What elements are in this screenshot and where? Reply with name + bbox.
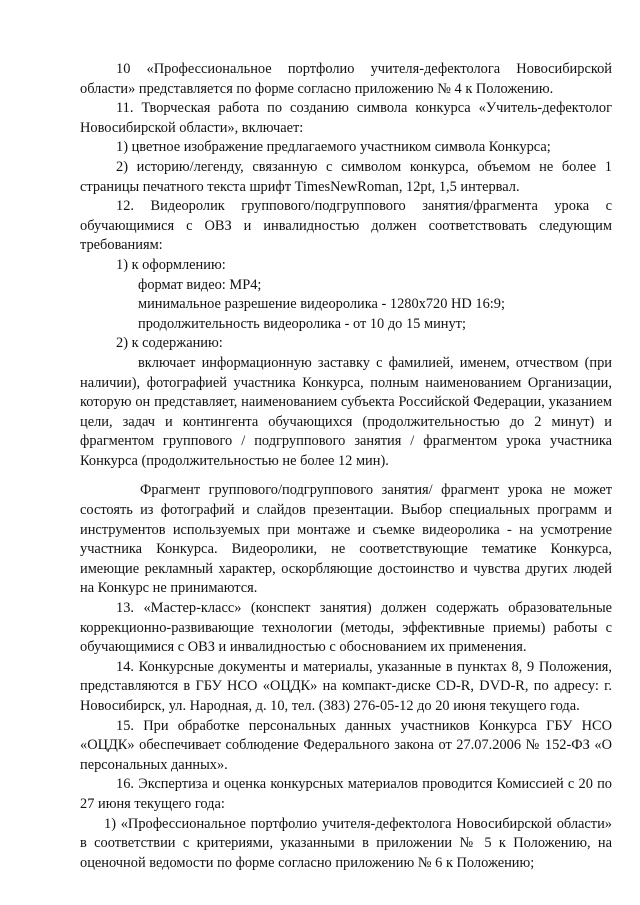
paragraph-12-fragment: Фрагмент группового/подгруппового занятия/ фрагмент урока не может состоять из фотографий и слайдов презентации. Выбор специальных программ и инструментов используемых при монтаже и съемке видеоролика - на усмотрение участника Конкурса. Видеоролики, не соответствующие тематике Конкурса, имеющие рекламный характер, оскорбляющие достоинство и чувства других людей на Конкурс не принимаются. [80,482,612,597]
paragraph-10: 10 «Профессиональное портфолио учителя-дефектолога Новосибирской области» представляется по форме согласно приложению № 4 к Положению. [80,61,612,97]
paragraph-11-item-1: 1) цветное изображение предлагаемого участником символа Конкурса; [116,139,551,156]
paragraph-12-item-1c: продолжительность видеоролика - от 10 до 15 минут; [138,315,466,332]
paragraph-11-item-2: 2) историю/легенду, связанную с символом конкурса, объемом не более 1 страницы печатного текста шрифт TimesNewRoman, 12pt, 1,5 интервал. [80,158,612,195]
paragraph-16: 16. Экспертиза и оценка конкурсных материалов проводится Комиссией с 20 по 27 июня текущего года: [80,776,612,812]
paragraph-12-item-1a: формат видео: MP4; [138,276,262,293]
paragraph-14: 14. Конкурсные документы и материалы, указанные в пунктах 8, 9 Положения, представляются в ГБУ НСО «ОЦДК» на компакт-диске CD-R, DVD-R, по адресу: г. Новосибирск, ул. Народная, д. 10, тел. (383) 276-05-12 до 20 июня текущего года. [80,658,612,714]
paragraph-11: 11. Творческая работа по созданию символа конкурса «Учитель-дефектолог Новосибирской области», включает: [80,100,612,136]
paragraph-12-item-2: 2) к содержанию: [116,335,223,352]
paragraph-12-item-1b: минимальное разрешение видеоролика - 1280х720 HD 16:9; [138,296,505,313]
paragraph-12-item-1: 1) к оформлению: [116,256,226,273]
paragraph-12: 12. Видеоролик группового/подгруппового занятия/фрагмента урока с обучающимися с ОВЗ и инвалидностью должен соответствовать следующим требованиям: [80,198,612,254]
paragraph-16-item-1: 1) «Профессиональное портфолио учителя-дефектолога Новосибирской области» в соответствии с критериями, указанными в приложении № 5 к Положению, на оценочной ведомости по форме согласно приложению № 6 к Положению; [80,815,612,871]
paragraph-15: 15. При обработке персональных данных участников Конкурса ГБУ НСО «ОЦДК» обеспечивает соблюдение Федерального закона от 27.07.2006 № 152-ФЗ «О персональных данных». [80,717,612,773]
paragraph-12-item-2a: включает информационную заставку с фамилией, именем, отчеством (при наличии), фотографией участника Конкурса, полным наименованием Организации, которую он представляет, наименованием субъекта Российской Федерации, указанием цели, задач и контингента обучающихся (продолжительностью до 2 минут) и фрагментом группового / подгруппового занятия / фрагментом урока участника Конкурса (продолжительностью не более 12 мин). [80,354,612,469]
paragraph-13: 13. «Мастер-класс» (конспект занятия) должен содержать образовательные коррекционно-развивающие технологии (методы, эффективные приемы) работы с обучающимися с ОВЗ и инвалидностью с обоснованием их применения. [80,600,612,656]
